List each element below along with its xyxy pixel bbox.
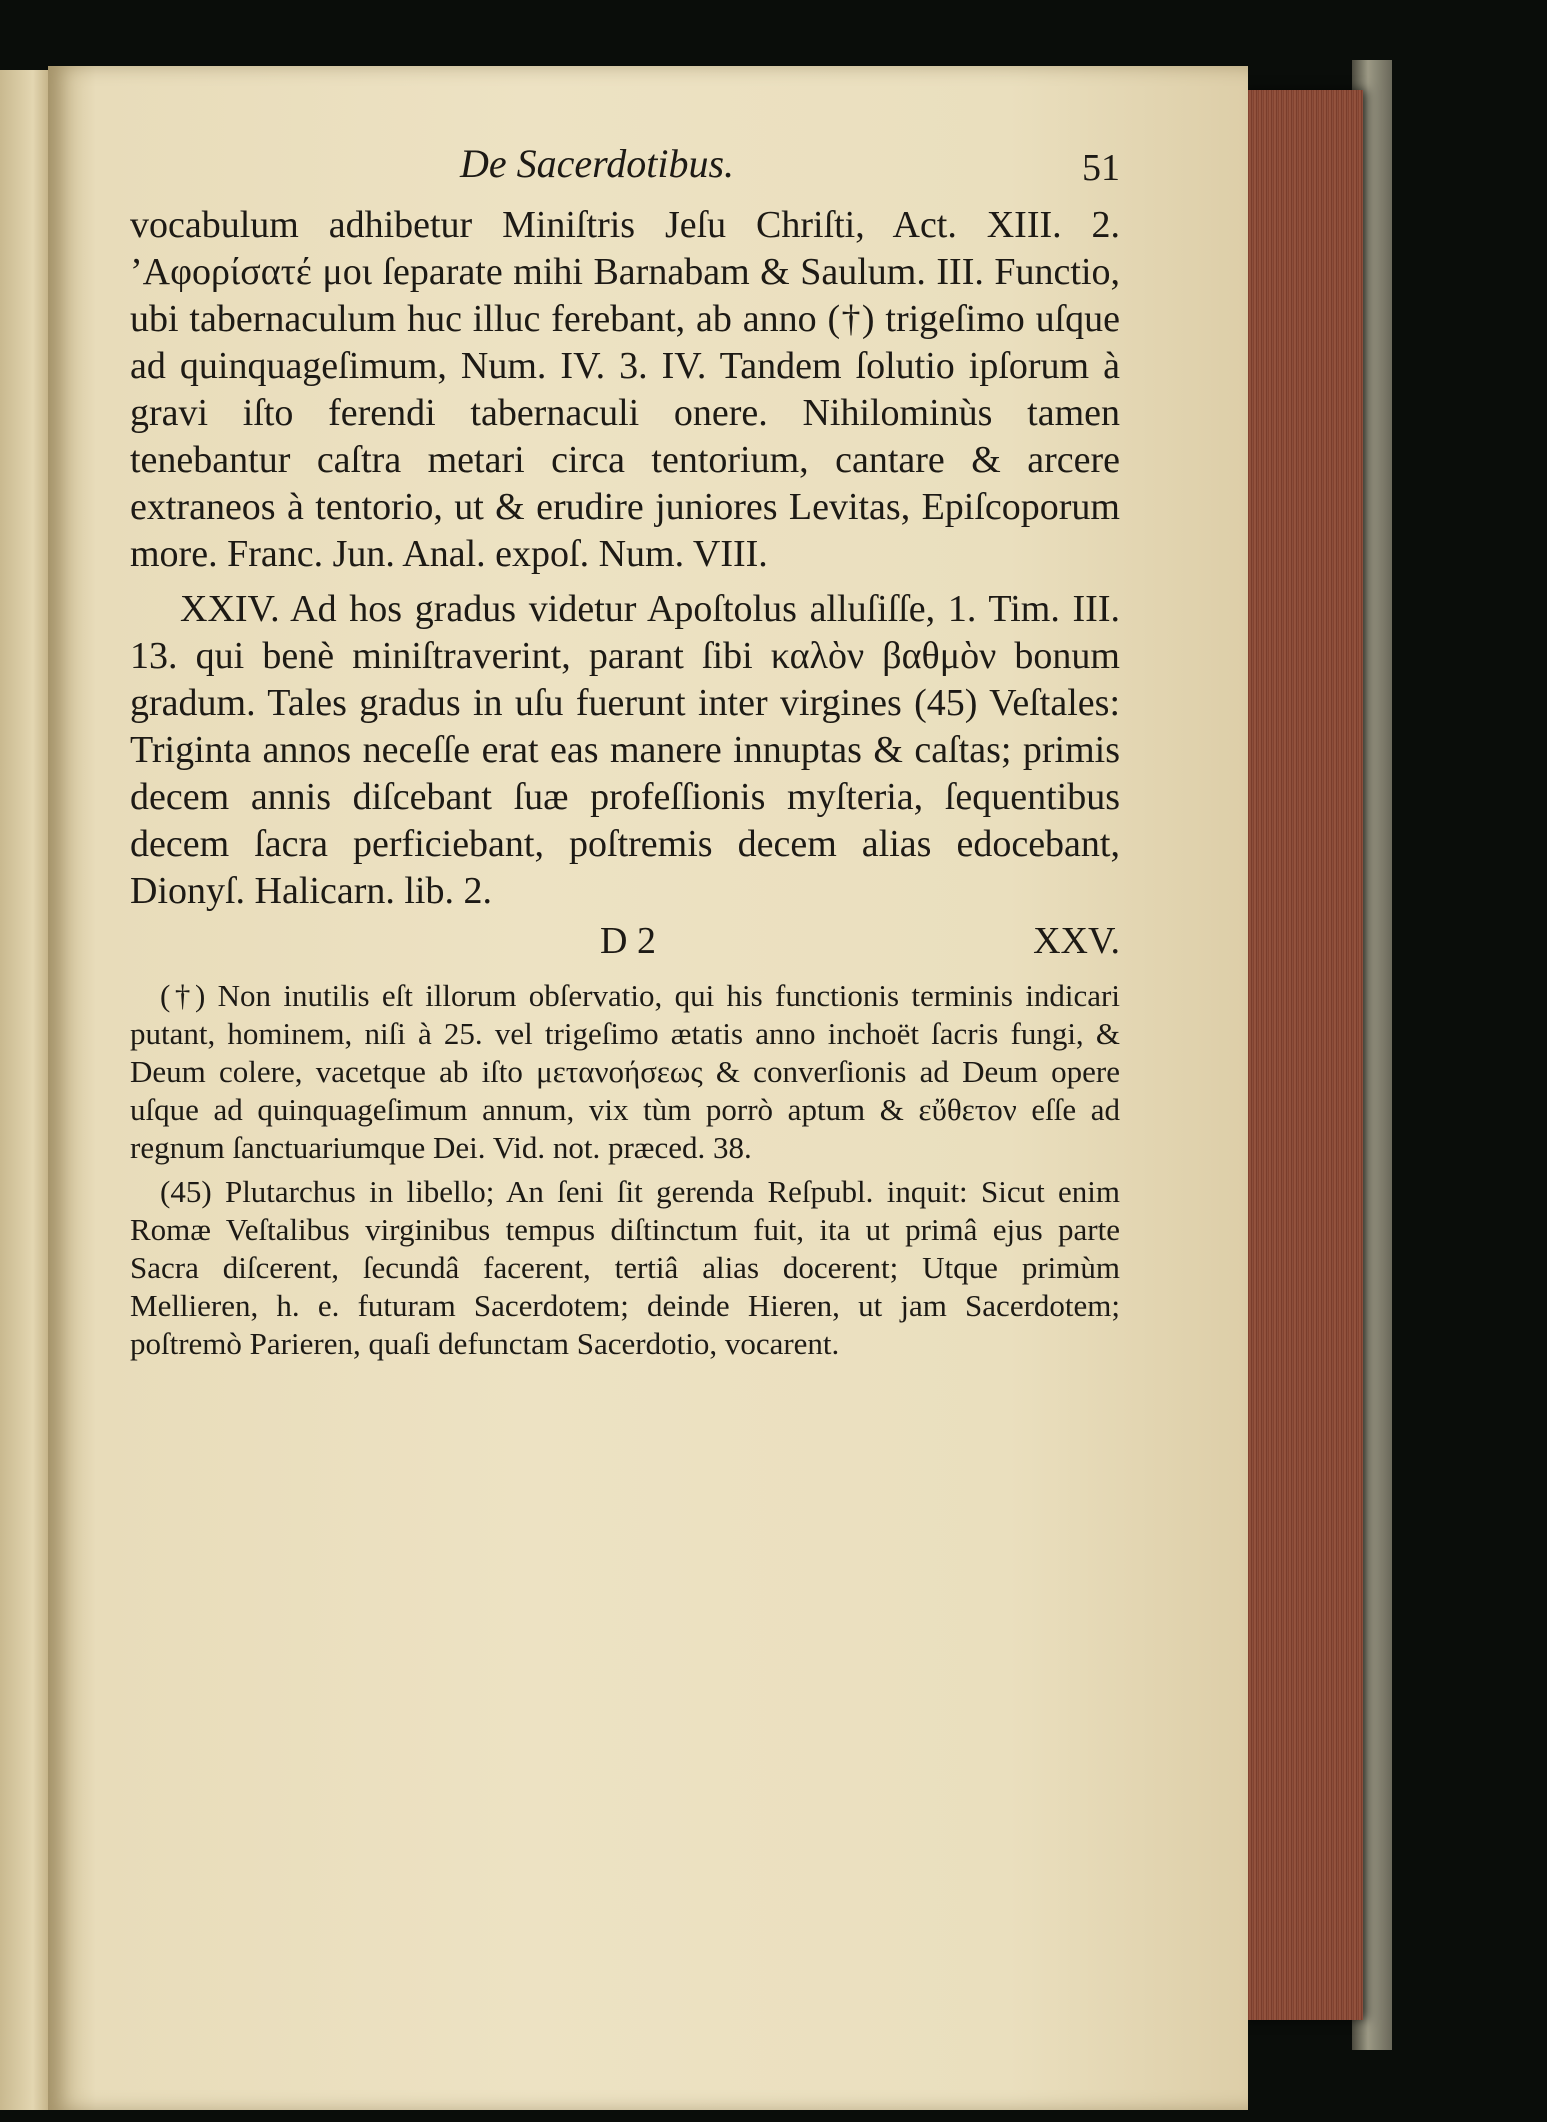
page-header bbox=[130, 140, 1120, 202]
footnote-45: (45) Plutarchus in libello; An ſeni ſit gerenda Reſpubl. inquit: Sicut enim Romæ Veſtalibus virginibus tempus diſtinctum fuit, ita ut primâ ejus parte Sacra diſcerent, ſecundâ facerent, tertiâ alias docerent; Utque primùm Mellieren, h. e. futuram Sacerdotem; deinde Hieren, ut jam Sacerdotem; poſtremò Parieren, quaſi defunctam Sacerdotio, vocarent. bbox=[130, 1174, 1120, 1361]
signature-mark: D 2 bbox=[600, 920, 656, 962]
catchword: XXV. bbox=[1033, 920, 1120, 962]
running-head: De Sacerdotibus. bbox=[460, 141, 735, 186]
page-number: 51 bbox=[1082, 147, 1120, 189]
main-text bbox=[130, 202, 1120, 915]
page-block-edges bbox=[1240, 90, 1363, 2020]
paragraph-2: XXIV. Ad hos gradus videtur Apoſtolus alluſiſſe, 1. Tim. III. 13. qui benè miniſtraverint, parant ſibi καλὸν βαθμὸν bonum gradum. Tales gradus in uſu fuerunt inter virgines (45) Veſtales: Triginta annos neceſſe erat eas manere innuptas & caſtas; primis decem annis diſcebant ſuæ profeſſionis myſteria, ſequentibus decem ſacra perficiebant, poſtremis decem alias edocebant, Dionyſ. Halicarn. lib. 2. bbox=[130, 588, 1120, 912]
footnotes bbox=[130, 977, 1120, 1363]
footnote-dagger: (†) Non inutilis eſt illorum obſervatio, qui his functionis terminis indicari putant, hominem, niſi à 25. vel trigeſimo ætatis anno inchoët ſacris fungi, & Deum colere, vacetque ab iſto μετανοήσεως & converſionis ad Deum opere uſque ad quinquageſimum annum, vix tùm porrò aptum & εὔθετον eſſe ad regnum ſanctuariumque Dei. Vid. not. præced. 38. bbox=[130, 978, 1120, 1165]
signature-line bbox=[130, 919, 1120, 977]
paragraph-1: vocabulum adhibetur Miniſtris Jeſu Chriſti, Act. XIII. 2. ’Αφορίσατέ μοι ſeparate mihi Barnabam & Saulum. III. Functio, ubi tabernaculum huc illuc ferebant, ab anno (†) trigeſimo uſque ad quinquageſimum, Num. IV. 3. IV. Tandem ſolutio ipſorum à gravi iſto ferendi tabernaculi onere. Nihilominùs tamen tenebantur caſtra metari circa tentorium, cantare & arcere extraneos à tentorio, ut & erudire juniores Levitas, Epiſcoporum more. Franc. Jun. Anal. expoſ. Num. VIII. bbox=[130, 204, 1120, 575]
page-text-block bbox=[130, 140, 1120, 1369]
